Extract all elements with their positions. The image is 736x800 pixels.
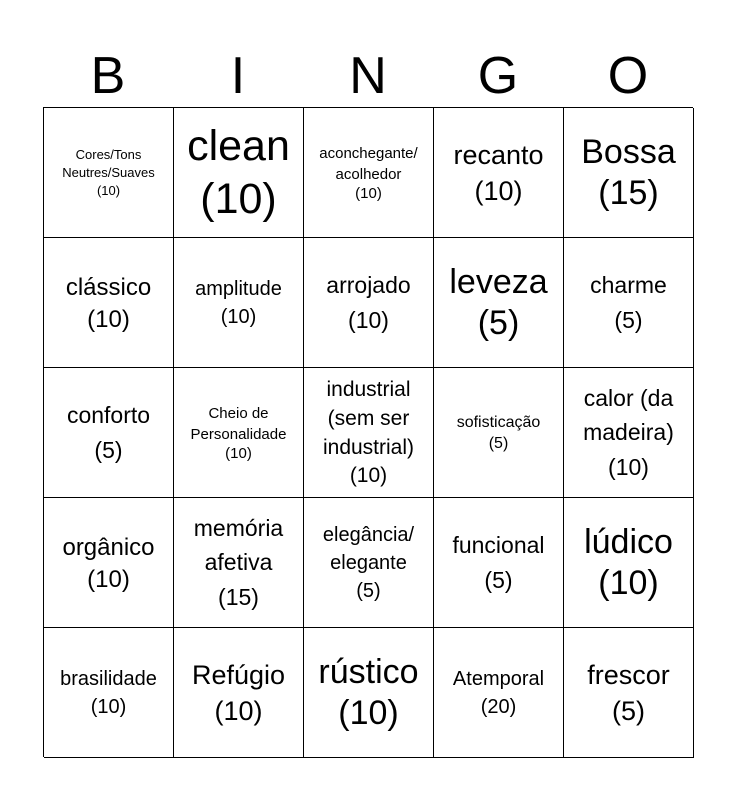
cell-word: rústico bbox=[318, 652, 419, 691]
cell-points: (5) bbox=[488, 434, 509, 452]
bingo-cell[interactable] bbox=[434, 108, 564, 238]
cell-points: (10) bbox=[225, 444, 252, 462]
bingo-header bbox=[43, 44, 693, 108]
bingo-cell[interactable] bbox=[564, 108, 694, 238]
bingo-cell[interactable] bbox=[174, 628, 304, 758]
cell-word: brasilidade bbox=[60, 667, 157, 690]
cell-points: (10) bbox=[87, 565, 130, 593]
cell-points: (10) bbox=[87, 305, 130, 333]
bingo-cell[interactable] bbox=[44, 108, 174, 238]
cell-word: sofisticação bbox=[456, 413, 541, 431]
cell-points: (10) bbox=[348, 306, 389, 333]
cell-word: Cheio de Personalidade bbox=[190, 404, 287, 443]
header-letter-o: O bbox=[607, 47, 649, 105]
bingo-cell[interactable] bbox=[174, 238, 304, 368]
cell-points: (10) bbox=[220, 305, 257, 328]
cell-word: Cores/Tons Neutres/Suaves bbox=[62, 146, 155, 180]
cell-word: calor (da madeira) bbox=[583, 384, 674, 445]
cell-word: clean bbox=[187, 121, 290, 170]
bingo-cell[interactable] bbox=[434, 238, 564, 368]
cell-points: (20) bbox=[480, 695, 517, 718]
cell-word: leveza bbox=[449, 262, 548, 301]
bingo-cell[interactable] bbox=[564, 368, 694, 498]
cell-word: Bossa bbox=[581, 132, 676, 171]
cell-points: (5) bbox=[612, 695, 645, 726]
bingo-cell[interactable] bbox=[174, 368, 304, 498]
cell-word: lúdico bbox=[584, 522, 673, 561]
bingo-cell[interactable] bbox=[564, 498, 694, 628]
bingo-cell[interactable] bbox=[44, 238, 174, 368]
bingo-cell[interactable] bbox=[44, 498, 174, 628]
cell-word: frescor bbox=[587, 659, 670, 690]
cell-word: Refúgio bbox=[191, 659, 286, 690]
bingo-cell[interactable] bbox=[434, 368, 564, 498]
header-letter-i: I bbox=[230, 47, 246, 105]
bingo-cell[interactable] bbox=[174, 108, 304, 238]
cell-points: (15) bbox=[598, 173, 659, 212]
cell-word: Atemporal bbox=[452, 667, 545, 690]
cell-word: aconchegante/ acolhedor bbox=[319, 144, 418, 183]
bingo-cell[interactable] bbox=[304, 368, 434, 498]
bingo-cell[interactable] bbox=[564, 628, 694, 758]
cell-points: (10) bbox=[598, 563, 659, 602]
cell-points: (5) bbox=[484, 566, 513, 593]
cell-word: amplitude bbox=[195, 277, 282, 300]
cell-word: recanto bbox=[453, 139, 544, 170]
bingo-cell[interactable] bbox=[434, 628, 564, 758]
header-letter-n: N bbox=[349, 47, 387, 105]
cell-points: (15) bbox=[218, 583, 259, 610]
cell-points: (5) bbox=[477, 303, 520, 342]
cell-points: (5) bbox=[614, 306, 643, 333]
cell-points: (10) bbox=[474, 175, 523, 206]
bingo-card-grid bbox=[43, 107, 693, 757]
cell-points: (10) bbox=[355, 184, 382, 202]
cell-word: clássico bbox=[65, 273, 152, 301]
bingo-cell[interactable] bbox=[174, 498, 304, 628]
cell-points: (10) bbox=[608, 453, 649, 480]
bingo-cell[interactable] bbox=[304, 238, 434, 368]
cell-points: (10) bbox=[90, 695, 127, 718]
bingo-cell[interactable] bbox=[304, 108, 434, 238]
cell-word: elegância/ elegante bbox=[322, 523, 415, 574]
bingo-cell[interactable] bbox=[304, 498, 434, 628]
bingo-cell[interactable] bbox=[564, 238, 694, 368]
header-letter-b: B bbox=[90, 47, 126, 105]
bingo-cell[interactable] bbox=[434, 498, 564, 628]
bingo-cell[interactable] bbox=[44, 628, 174, 758]
cell-points: (10) bbox=[214, 695, 263, 726]
header-letter-g: G bbox=[477, 47, 519, 105]
cell-word: conforto bbox=[66, 401, 151, 428]
cell-points: (5) bbox=[356, 579, 381, 602]
cell-points: (10) bbox=[200, 174, 277, 223]
cell-word: orgânico bbox=[62, 533, 155, 561]
cell-points: (10) bbox=[96, 182, 121, 198]
cell-word: arrojado bbox=[326, 271, 411, 298]
cell-word: industrial (sem ser industrial) bbox=[322, 378, 415, 459]
bingo-cell[interactable] bbox=[44, 368, 174, 498]
cell-points: (10) bbox=[338, 693, 399, 732]
bingo-cell[interactable] bbox=[304, 628, 434, 758]
cell-word: charme bbox=[590, 271, 667, 298]
cell-word: memória afetiva bbox=[193, 514, 284, 575]
cell-word: funcional bbox=[452, 531, 545, 558]
cell-points: (10) bbox=[349, 464, 388, 487]
cell-points: (5) bbox=[94, 436, 123, 463]
